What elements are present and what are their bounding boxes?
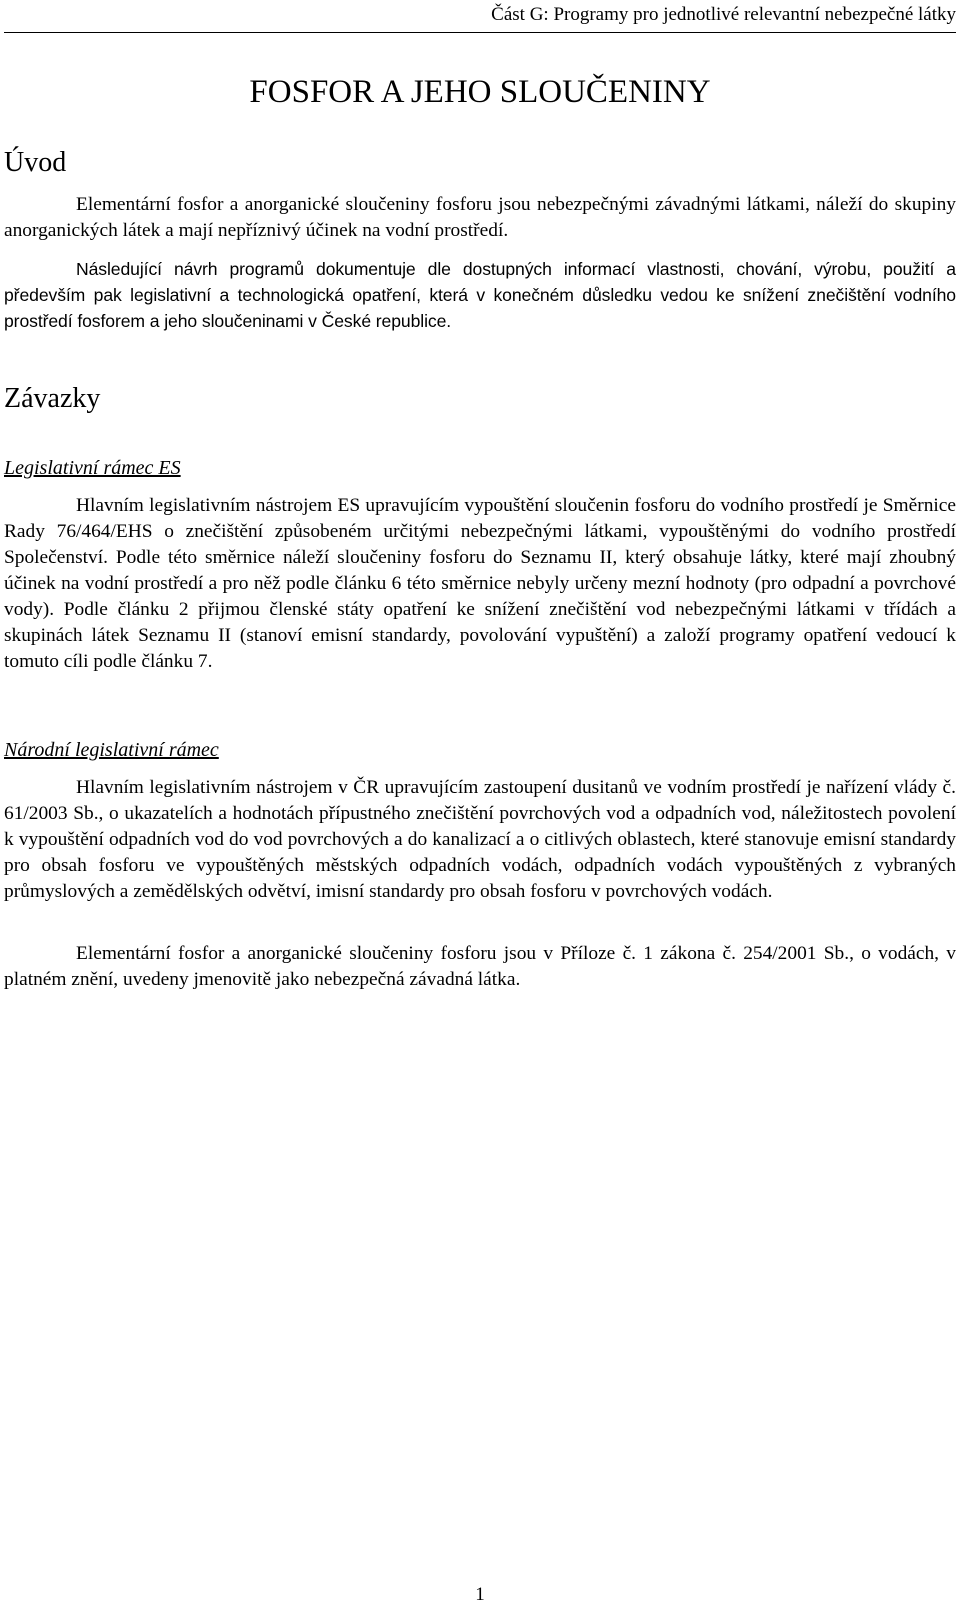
national-framework-paragraph-1: Hlavním legislativním nástrojem v ČR upravujícím zastoupení dusitanů ve vodním prostředí je nařízení vlády č. 61/2003 Sb., o ukazatelích a hodnotách přípustného znečištění povrchových vod a odpadních vod, náležitostech povolení k vypouštění odpadních vod do vod povrchových a do kanalizací a o citlivých oblastech, které stanovuje emisní standardy pro obsah fosforu ve vypouštěných městských odpadních vodách, odpadních vodách vypouštěných z vybraných průmyslových a zemědělských odvětví, imisní standardy pro obsah fosforu v povrchových vodách. <box>4 777 956 902</box>
document-title: FOSFOR A JEHO SLOUČENINY <box>249 74 711 110</box>
subheading-eu-framework: Legislativní rámec ES <box>4 457 181 479</box>
page-number: 1 <box>475 1584 485 1605</box>
section-heading-intro: Úvod <box>4 147 67 178</box>
eu-framework-paragraph: Hlavním legislativním nástrojem ES upravujícím vypouštění sloučenin fosforu do vodního prostředí je Směrnice Rady 76/464/EHS o znečištění způsobeném určitými nebezpečnými látkami, vypouštěnými do vodního prostředí Společenství. Podle této směrnice náleží sloučeniny fosforu do Seznamu II, který obsahuje látky, které mají zhoubný účinek na vodní prostředí a pro něž podle článku 6 této směrnice nebyly určeny mezní hodnoty (pro odpadní a povrchové vody). Podle článku 2 přijmou členské státy opatření ke snížení znečištění vod nebezpečnými látkami v třídách a skupinách látek Seznamu II (stanoví emisní standardy, povolování vypuštění) a založí programy opatření vedoucí k tomuto cíli podle článku 7. <box>4 495 956 672</box>
national-framework-paragraph-2: Elementární fosfor a anorganické sloučeniny fosforu jsou v Příloze č. 1 zákona č. 254/2001 Sb., o vodách, v platném znění, uvedeny jmenovitě jako nebezpečná závadná látka. <box>4 943 956 990</box>
running-header: Část G: Programy pro jednotlivé relevantní nebezpečné látky <box>4 2 956 33</box>
subheading-national-framework: Národní legislativní rámec <box>4 739 219 761</box>
section-heading-commitments: Závazky <box>4 383 101 414</box>
intro-paragraph-2: Následující návrh programů dokumentuje dle dostupných informací vlastnosti, chování, výrobu, použití a především pak legislativní a technologická opatření, která v konečném důsledku vedou ke snížení znečištění vodního prostředí fosforem a jeho sloučeninami v České republice. <box>4 259 956 331</box>
intro-paragraph-1: Elementární fosfor a anorganické sloučeniny fosforu jsou nebezpečnými závadnými látkami, náleží do skupiny anorganických látek a mají nepříznivý účinek na vodní prostředí. <box>4 194 956 241</box>
